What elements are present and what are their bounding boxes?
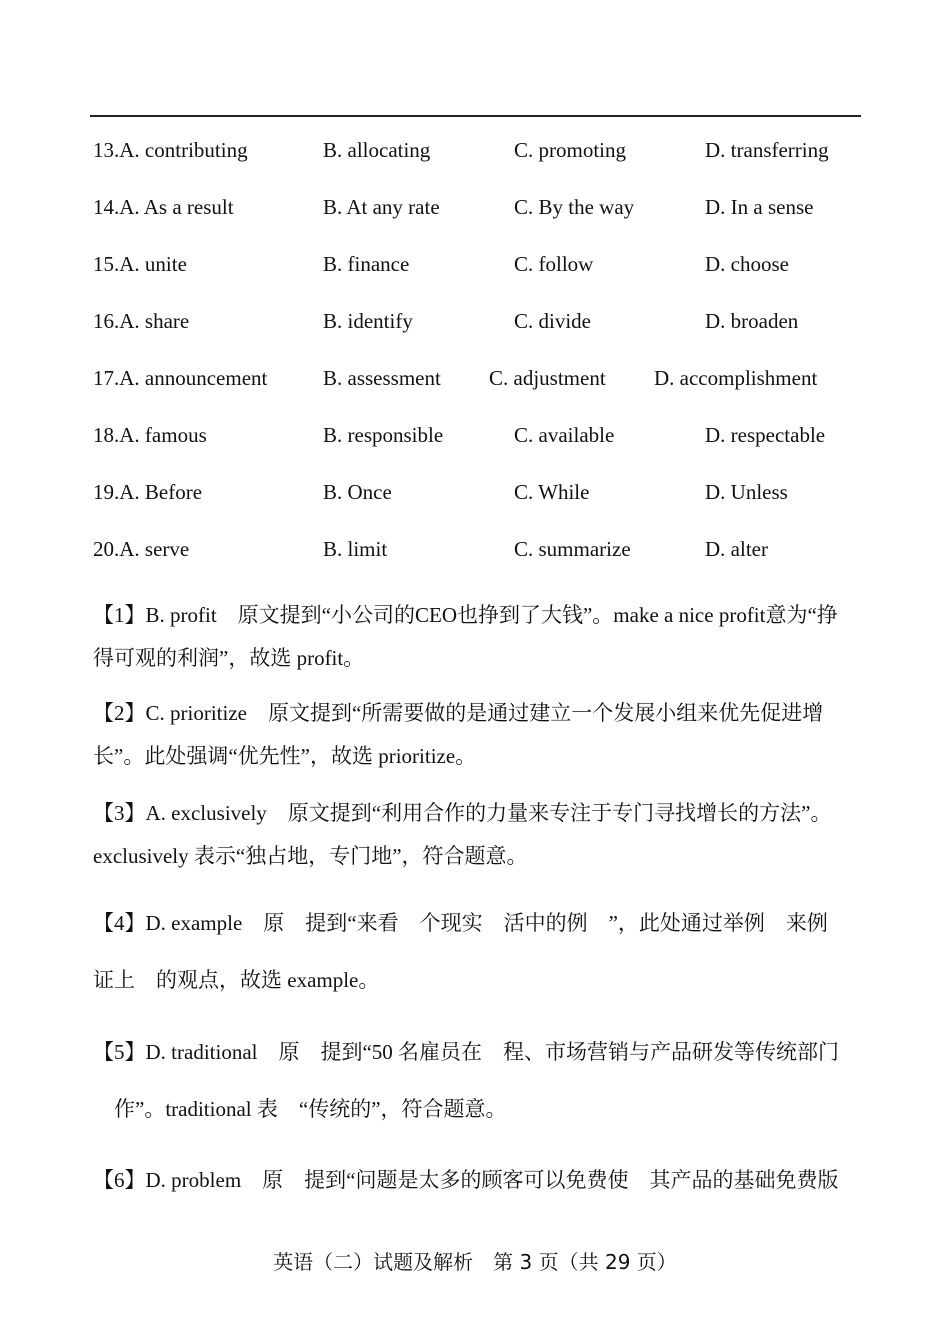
option-a: 16.A. share	[93, 309, 190, 333]
explanation-6	[93, 1152, 861, 1209]
explanation-line: 【5】D. traditional 原 提到“50 名雇员在 程、市场营销与产品研发等传统部门	[93, 1040, 840, 1064]
option-a: 15.A. unite	[93, 252, 187, 276]
page-footer: 英语（二）试题及解析 第 3 页（共 29 页）	[273, 1250, 677, 1274]
explanation-line: 作”。traditional 表 “传统的”，符合题意。	[93, 1097, 507, 1121]
option-d: D. In a sense	[705, 195, 814, 219]
option-a: 17.A. announcement	[93, 366, 268, 390]
explanation-3	[93, 792, 861, 878]
option-a: 13.A. contributing	[93, 138, 248, 162]
explanation-line: 【6】D. problem 原 提到“问题是太多的顾客可以免费使 其产品的基础免费版	[93, 1168, 839, 1192]
explanation-4	[93, 895, 861, 1009]
option-a: 18.A. famous	[93, 423, 207, 447]
option-a: 19.A. Before	[93, 480, 203, 504]
option-b: B. Once	[323, 480, 392, 504]
option-d: D. alter	[705, 537, 768, 561]
option-row-20	[0, 537, 950, 567]
option-row-17	[0, 366, 950, 396]
option-row-15	[0, 252, 950, 282]
option-b: B. responsible	[323, 423, 444, 447]
explanation-line: 【1】B. profit 原文提到“小公司的CEO也挣到了大钱”。make a nice profit意为“挣	[93, 603, 838, 627]
option-row-16	[0, 309, 950, 339]
explanation-1	[93, 594, 861, 680]
option-row-14	[0, 195, 950, 225]
option-c: C. While	[514, 480, 590, 504]
explanation-line: 【4】D. example 原 提到“来看 个现实 活中的例 ”，此处通过举例 来例	[93, 911, 828, 935]
option-row-18	[0, 423, 950, 453]
explanation-line: 【2】C. prioritize 原文提到“所需要做的是通过建立一个发展小组来优先促进增	[93, 701, 824, 725]
explanation-line: 证上 的观点，故选 example。	[93, 968, 380, 992]
header-rule	[90, 115, 861, 117]
option-row-13	[0, 138, 950, 168]
option-b: B. identify	[323, 309, 413, 333]
option-c: C. By the way	[514, 195, 635, 219]
option-b: B. limit	[323, 537, 388, 561]
explanation-line: 【3】A. exclusively 原文提到“利用合作的力量来专注于专门寻找增长的方法”。	[93, 801, 832, 825]
option-b: B. assessment	[323, 366, 441, 390]
option-c: C. follow	[514, 252, 594, 276]
option-d: D. choose	[705, 252, 789, 276]
option-d: D. Unless	[705, 480, 788, 504]
explanation-line: exclusively 表示“独占地，专门地”，符合题意。	[93, 844, 528, 868]
option-b: B. At any rate	[323, 195, 440, 219]
option-b: B. allocating	[323, 138, 431, 162]
explanation-5	[93, 1024, 861, 1138]
option-a: 20.A. serve	[93, 537, 190, 561]
option-d: D. accomplishment	[654, 366, 818, 390]
explanation-2	[93, 692, 861, 778]
explanation-line: 得可观的利润”，故选 profit。	[93, 646, 365, 670]
option-d: D. transferring	[705, 138, 829, 162]
explanation-line: 长”。此处强调“优先性”，故选 prioritize。	[93, 744, 477, 768]
option-b: B. finance	[323, 252, 410, 276]
option-row-19	[0, 480, 950, 510]
option-c: C. divide	[514, 309, 591, 333]
option-c: C. available	[514, 423, 615, 447]
option-d: D. respectable	[705, 423, 826, 447]
option-d: D. broaden	[705, 309, 799, 333]
option-c: C. adjustment	[489, 366, 606, 390]
option-c: C. summarize	[514, 537, 631, 561]
option-c: C. promoting	[514, 138, 627, 162]
option-a: 14.A. As a result	[93, 195, 234, 219]
